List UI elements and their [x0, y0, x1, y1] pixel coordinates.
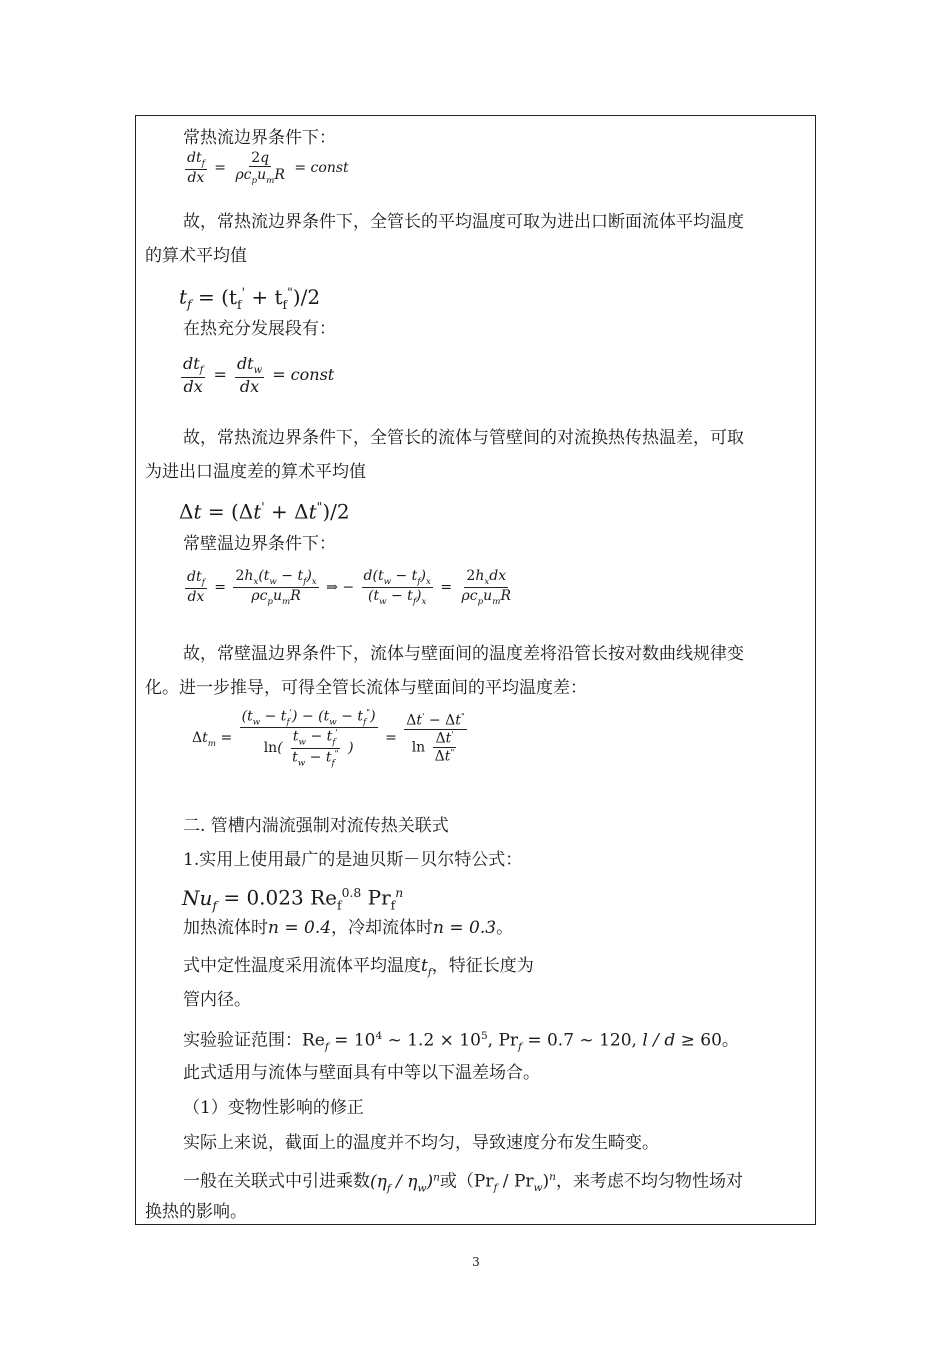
- equation-mean-temp: $t_f = (t_f' + t_f^")/2$: [179, 284, 321, 312]
- paragraph: 故，常热流边界条件下，全管长的流体与管壁间的对流换热传热温差，可取: [183, 428, 744, 448]
- paragraph-validation-range: 实验验证范围：$Re_f = 10^4$ ~ $1.2 \times 10^5$, $Pr_f = 0.7$ ~ 120, l / d ≥ 60。: [183, 1030, 739, 1054]
- paragraph: 故，常热流边界条件下，全管长的平均温度可取为进出口断面流体平均温度: [183, 212, 744, 232]
- paragraph: 换热的影响。: [145, 1202, 247, 1222]
- paragraph: 的算术平均值: [145, 246, 247, 266]
- text-fragment: ，冷却流体时: [331, 918, 434, 938]
- paragraph: 管内径。: [183, 990, 251, 1010]
- text-fragment: 一般在关联式中引进乘数: [183, 1171, 370, 1192]
- section-heading: 二. 管槽内湍流强制对流传热关联式: [183, 816, 449, 836]
- text-fragment: , Pr: [487, 1030, 519, 1051]
- text-fragment: ，来考虑不均匀物性场对: [555, 1171, 743, 1192]
- paragraph: 故，常壁温边界条件下，流体与壁面间的温度差将沿管长按对数曲线规律变: [183, 644, 744, 664]
- paragraph: 此式适用与流体与壁面具有中等以下温差场合。: [183, 1063, 540, 1083]
- paragraph: [183, 917, 513, 939]
- paragraph: 实际上来说，截面上的温度并不均匀，导致速度分布发生畸变。: [183, 1133, 659, 1153]
- text-fragment: 或: [439, 1171, 457, 1192]
- paragraph: 在热充分发展段有：: [183, 319, 336, 339]
- equation-const-wall-temp: $\frac{dt_f}{dx}$ = $\frac{2h_x(t_w - t_f)_x}{\rho c_pu_mR}$ ⇒ − $\frac{d(t_w - t_f)_x}{(t_w - t_f)_x}$ = $\frac{2h_xdx}{\rho c_pu_mR}$: [187, 568, 511, 607]
- paragraph: 常壁温边界条件下：: [183, 534, 336, 554]
- text-fragment: = 0.7 ~ 120,: [521, 1030, 643, 1051]
- paragraph: 常热流边界条件下：: [183, 128, 336, 148]
- subsection-heading: （1）变物性影响的修正: [183, 1098, 364, 1118]
- equation-const-heat-flux: $\frac{dt_f}{dx}$ = $\frac{2q}{\rho c_pu_mR}$ = const: [187, 150, 349, 186]
- paragraph: 一般在关联式中引进乘数$(\eta_f / \eta_w)^n$或$(Pr_f / Pr_w)^n$，来考虑不均匀物性场对: [183, 1171, 743, 1195]
- equation-log-mean: $\Delta t_m$ = $(t_w - t_f') - (t_w - t_f^")$ ln( $\frac{t_w - t_f'}{t_w - t_f^"}$ ) = Δt' − Δt" ln $\frac{\Delta t'}{\Delta t^"}$: [192, 708, 465, 769]
- exponent-cooling: n = 0.3: [433, 918, 497, 938]
- text-fragment: ，特征长度为: [431, 956, 534, 976]
- text-fragment: ~ 1.2 × 10: [382, 1030, 481, 1051]
- paragraph: 化。进一步推导，可得全管长流体与壁面间的平均温度差：: [145, 678, 587, 698]
- text-fragment: ≥ 60。: [675, 1030, 739, 1051]
- equation-mean-delta: Δt = (Δt' + Δt")/2: [179, 499, 350, 524]
- paragraph: 为进出口温度差的算术平均值: [145, 462, 366, 482]
- paragraph: 式中定性温度采用流体平均温度$t_f$，特征长度为: [183, 956, 534, 979]
- text-fragment: 式中定性温度采用流体平均温度: [183, 956, 421, 976]
- exponent-heating: n = 0.4: [268, 918, 332, 938]
- paragraph: 1.实用上使用最广的是迪贝斯－贝尔特公式：: [183, 850, 523, 870]
- equation-dittus-boelter: $Nu_f = 0.023$ $Re_f^{0.8}$ $Pr_f^n$: [182, 885, 404, 913]
- text-fragment: 加热流体时: [183, 918, 268, 938]
- page-number: 3: [472, 1255, 480, 1269]
- text-fragment: 。: [496, 918, 514, 938]
- equation-fully-developed: $\frac{dt_f}{dx}$ = $\frac{dt_w}{dx}$ = const: [183, 354, 335, 396]
- text-fragment: 实验验证范围：: [183, 1030, 302, 1051]
